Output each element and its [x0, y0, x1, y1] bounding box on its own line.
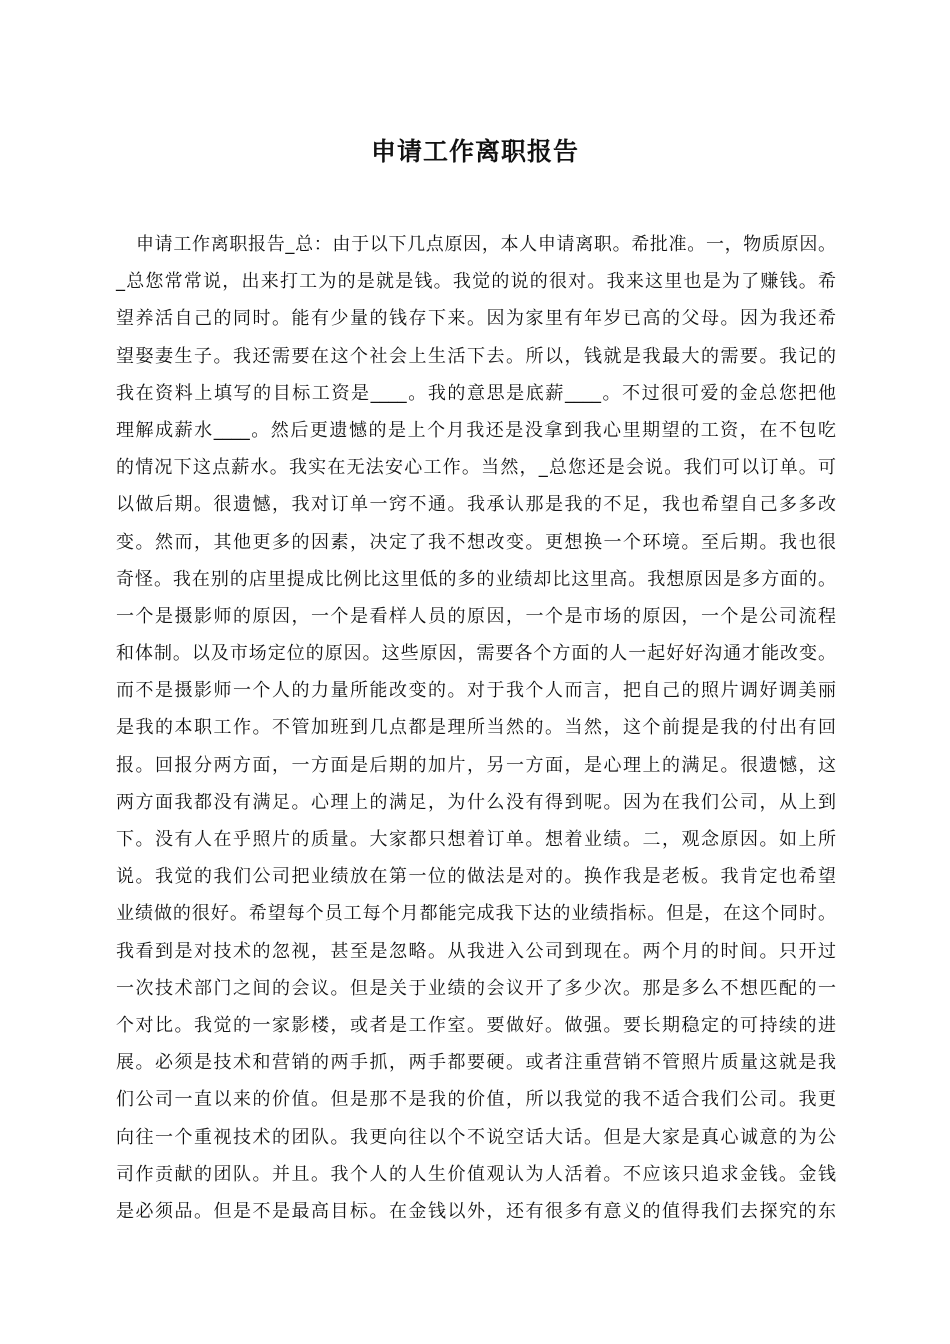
document-body [116, 226, 836, 1230]
body-line: 我看到是对技术的忽视，甚至是忽略。从我进入公司到现在。两个月的时间。只开过 [116, 940, 836, 962]
body-line: 业绩做的很好。希望每个员工每个月都能完成我下达的业绩指标。但是，在这个同时。 [116, 903, 836, 925]
body-line: 理解成薪水____。然后更遗憾的是上个月我还是没拿到我心里期望的工资，在不包吃 [116, 419, 836, 441]
body-line: 们公司一直以来的价值。但是那不是我的价值，所以我觉的我不适合我们公司。我更 [116, 1089, 836, 1111]
body-line: 望娶妻生子。我还需要在这个社会上生活下去。所以，钱就是我最大的需要。我记的 [116, 345, 836, 367]
body-line: 的情况下这点薪水。我实在无法安心工作。当然，_总您还是会说。我们可以订单。可 [116, 457, 836, 479]
body-line: 司作贡献的团队。并且。我个人的人生价值观认为人活着。不应该只追求金钱。金钱 [116, 1163, 836, 1185]
body-line: 个对比。我觉的一家影楼，或者是工作室。要做好。做强。要长期稳定的可持续的进 [116, 1014, 836, 1036]
body-line: 两方面我都没有满足。心理上的满足，为什么没有得到呢。因为在我们公司，从上到 [116, 791, 836, 813]
body-line: 而不是摄影师一个人的力量所能改变的。对于我个人而言，把自己的照片调好调美丽 [116, 680, 836, 702]
body-line: 望养活自己的同时。能有少量的钱存下来。因为家里有年岁已高的父母。因为我还希 [116, 308, 836, 330]
body-line: 奇怪。我在别的店里提成比例比这里低的多的业绩却比这里高。我想原因是多方面的。 [116, 568, 836, 590]
body-line: 说。我觉的我们公司把业绩放在第一位的做法是对的。换作我是老板。我肯定也希望 [116, 866, 836, 888]
body-line: 向往一个重视技术的团队。我更向往以个不说空话大话。但是大家是真心诚意的为公 [116, 1126, 836, 1148]
body-line: 是我的本职工作。不管加班到几点都是理所当然的。当然，这个前提是我的付出有回 [116, 717, 836, 739]
body-line: 变。然而，其他更多的因素，决定了我不想改变。更想换一个环境。至后期。我也很 [116, 531, 836, 553]
body-line: _总您常常说，出来打工为的是就是钱。我觉的说的很对。我来这里也是为了赚钱。希 [116, 271, 836, 293]
body-line: 一次技术部门之间的会议。但是关于业绩的会议开了多少次。那是多么不想匹配的一 [116, 977, 836, 999]
body-line: 下。没有人在乎照片的质量。大家都只想着订单。想着业绩。二，观念原因。如上所 [116, 829, 836, 850]
body-line: 一个是摄影师的原因，一个是看样人员的原因，一个是市场的原因，一个是公司流程 [116, 605, 836, 627]
body-line: 和体制。以及市场定位的原因。这些原因，需要各个方面的人一起好好沟通才能改变。 [116, 643, 836, 665]
body-line: 我在资料上填写的目标工资是____。我的意思是底薪____。不过很可爱的金总您把他 [116, 382, 836, 404]
body-line: 报。回报分两方面，一方面是后期的加片，另一方面，是心理上的满足。很遗憾，这 [116, 754, 836, 776]
body-line: 展。必须是技术和营销的两手抓，两手都要硬。或者注重营销不管照片质量这就是我 [116, 1052, 836, 1074]
body-line: 申请工作离职报告_总：由于以下几点原因，本人申请离职。希批准。一，物质原因。 [136, 234, 836, 255]
document-title: 申请工作离职报告 [370, 137, 579, 166]
body-line: 以做后期。很遗憾，我对订单一窍不通。我承认那是我的不足，我也希望自己多多改 [116, 494, 836, 516]
body-line: 是必须品。但是不是最高目标。在金钱以外，还有很多有意义的值得我们去探究的东 [116, 1200, 836, 1222]
